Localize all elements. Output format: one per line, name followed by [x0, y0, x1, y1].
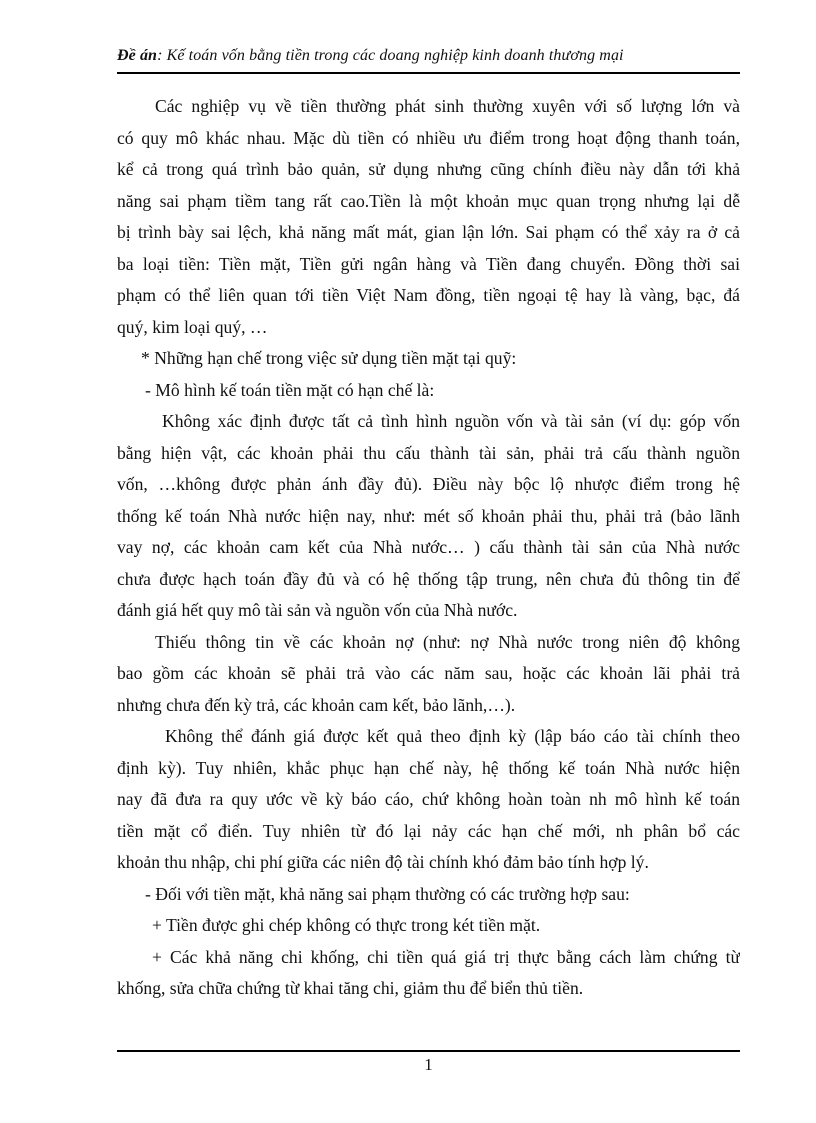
body-text — [117, 91, 740, 1005]
text-line: * Những hạn chế trong việc sử dụng tiền mặt tại quỹ: — [141, 348, 517, 368]
text-line: năng sai phạm tiềm tang rất cao.Tiền là một khoản mục quan trọng nhưng lại dễ — [117, 190, 740, 211]
text-line: có quy mô khác nhau. Mặc dù tiền có nhiều ưu điểm trong hoạt động thanh toán, — [117, 127, 740, 148]
text-line: vốn, …không được phản ánh đầy đủ). Điều này bộc lộ nhược điểm trong hệ — [117, 474, 740, 494]
text-line: bao gồm các khoản sẽ phải trả vào các năm sau, hoặc các khoản lãi phải trả — [117, 663, 740, 683]
text-line: + Các khả năng chi khống, chi tiền quá giá trị thực bằng cách làm chứng từ — [152, 946, 740, 967]
text-line: quý, kim loại quý, … — [117, 316, 268, 337]
text-line: nay đã đưa ra quy ước về kỳ báo cáo, chứ không hoàn toàn nh mô hình kế toán — [117, 789, 740, 809]
text-line: định kỳ). Tuy nhiên, khắc phục hạn chế này, hệ thống kế toán Nhà nước hiện — [117, 757, 740, 778]
text-line: Không thể đánh giá được kết quả theo định kỳ (lập báo cáo tài chính theo — [165, 726, 740, 746]
text-line: Thiếu thông tin về các khoản nợ (như: nợ Nhà nước trong niên độ không — [155, 631, 740, 652]
text-line: khống, sửa chữa chứng từ khai tăng chi, giảm thu để biển thủ tiền. — [117, 978, 584, 998]
text-line: thống kế toán Nhà nước hiện nay, như: mét số khoản phải thu, phải trả (bảo lãnh — [117, 505, 740, 526]
text-line: kể cả trong quá trình bảo quản, sử dụng nhưng cũng chính điều này dẫn tới khả — [117, 159, 740, 179]
running-header — [117, 47, 740, 65]
text-line: khoản thu nhập, chi phí giữa các niên độ tài chính khó đảm bảo tính hợp lý. — [117, 852, 649, 872]
text-line: đánh giá hết quy mô tài sản và nguồn vốn của Nhà nước. — [117, 600, 518, 620]
footer-divider — [117, 1050, 740, 1052]
text-line: nhưng chưa đến kỳ trả, các khoản cam kết, bảo lãnh,…). — [117, 694, 516, 715]
text-line: bị trình bày sai lệch, khả năng mất mát, gian lận lớn. Sai phạm có thể xảy ra ở cả — [117, 222, 740, 242]
text-line: phạm có thể liên quan tới tiền Việt Nam đồng, tiền ngoại tệ hay là vàng, bạc, đá — [117, 285, 740, 305]
page-number: 1 — [424, 1055, 433, 1074]
header-label: Đề án — [117, 47, 158, 64]
header-divider — [117, 72, 740, 74]
text-line: chưa được hạch toán đầy đủ và có hệ thống tập trung, nên chưa đủ thông tin để — [117, 568, 740, 589]
text-line: Các nghiệp vụ về tiền thường phát sinh thường xuyên với số lượng lớn và — [155, 96, 740, 116]
text-line: bằng hiện vật, các khoản phải thu cấu thành tài sản, phải trả cấu thành nguồn — [117, 442, 740, 463]
text-line: - Mô hình kế toán tiền mặt có hạn chế là: — [145, 379, 435, 400]
text-line: - Đối với tiền mặt, khả năng sai phạm thường có các trường hợp sau: — [145, 883, 630, 904]
header-title: : Kế toán vốn bằng tiền trong các doang nghiệp kinh doanh thương mại — [157, 47, 624, 64]
text-line: + Tiền được ghi chép không có thực trong két tiền mặt. — [152, 915, 541, 935]
text-line: Không xác định được tất cả tình hình nguồn vốn và tài sản (ví dụ: góp vốn — [162, 411, 740, 431]
text-line: tiền mặt cổ điển. Tuy nhiên từ đó lại nảy các hạn chế mới, nh phân bổ các — [117, 820, 740, 841]
text-line: vay nợ, các khoản cam kết của Nhà nước… ) cấu thành tài sản của Nhà nước — [117, 537, 740, 557]
text-line: ba loại tiền: Tiền mặt, Tiền gửi ngân hàng và Tiền đang chuyển. Đồng thời sai — [117, 253, 740, 274]
